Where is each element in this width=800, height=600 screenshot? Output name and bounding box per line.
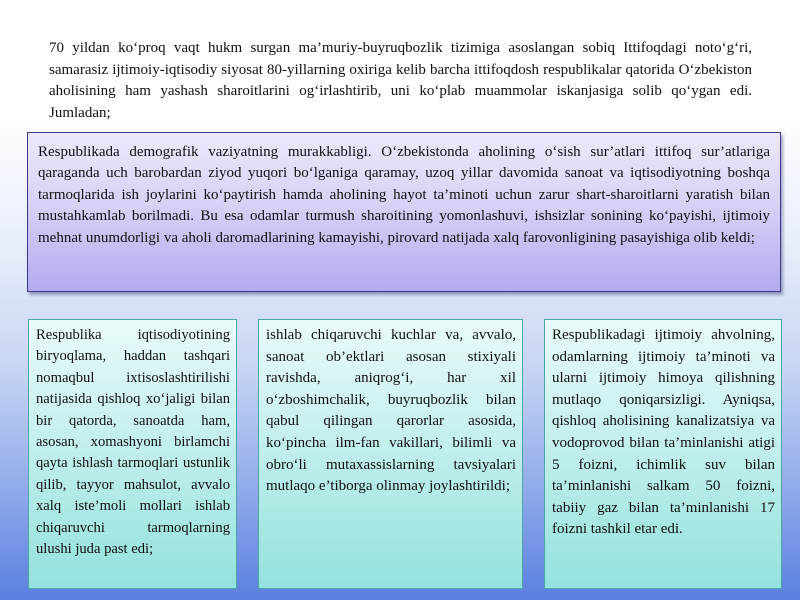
summary-text: Respublikada demografik vaziyatning murakkabligi. O‘zbekistonda aholining o‘sish sur’atlari ittifoq sur’atlariga qaraganda uch barobardan ziyod yuqori bo‘lganiga qaramay, uzoq yillar davomida sanoat va iqtisodiyotning boshqa tarmoqlarida ish joylarini ko‘paytirish hamda aholining hayot ta’minoti uchun zarur shart-sharoitlarni yaratish bilan mustahkamlab borilmadi. Bu esa odamlar turmush sharoitining yomonlashuvi, ishsizlar sonining ko‘payishi, ijtimoiy mehnat unumdorligi va aholi daromadlarining kamayishi, pirovard natijada xalq farovonligining pasayishiga olib keldi; — [38, 144, 770, 246]
column-text-production: ishlab chiqaruvchi kuchlar va, avvalo, sanoat ob’ektlari asosan stixiyali ravishda, aniqrog‘i, har xil o‘zboshimchalik, buyruqbozlik bilan qabul qilingan qarorlar asosida, ko‘pincha ilm-fan vakillari, bilimli va obro‘li mutaxassislarning tavsiyalari mutlaqo e’tiborga olinmay joylashtirildi; — [266, 327, 516, 495]
column-box-economy — [28, 319, 237, 589]
column-box-production — [258, 319, 523, 589]
intro-paragraph: 70 yildan ko‘proq vaqt hukm surgan ma’muriy-buyruqbozlik tizimiga asoslangan sobiq Ittifoqdagi noto‘g‘ri, samarasiz ijtimoiy-iqtisodiy siyosat 80-yillarning oxiriga kelib barcha ittifoqdosh respublikalar qatorida O‘zbekiston aholisining ham yashash sharoitlarini og‘irlashtirib, uni ko‘plab muammolar iskanjasiga solib qo‘ygan edi. Jumladan; — [49, 40, 752, 121]
column-text-social: Respublikadagi ijtimoiy ahvolning, odamlarning ijtimoiy ta’minoti va ularni ijtimoiy himoya qilishning mutlaqo qoniqarsizligi. Ayniqsa, qishloq aholisining kanalizatsiya va vodoprovod bilan ta’minlanishi atigi 5 foizni, ichimlik suv bilan ta’minlanishi salkam 50 foizni, tabiiy gaz bilan ta’minlanishi 17 foizni tashkil etar edi. — [552, 327, 775, 538]
summary-box — [27, 132, 781, 292]
column-box-social — [544, 319, 782, 589]
column-text-economy: Respublika iqtisodiyotining biryoqlama, haddan tashqari nomaqbul ixtisoslashtirilishi natijasida qishloq xo‘jaligi bilan bir qatorda, sanoatda ham, asosan, xomashyoni birlamchi qayta ishlash tarmoqlari ustunlik qilib, tayyor mahsulot, avvalo xalq iste’moli mollari ishlab chiqaruvchi tarmoqlarning ulushi juda past edi; — [36, 327, 230, 558]
